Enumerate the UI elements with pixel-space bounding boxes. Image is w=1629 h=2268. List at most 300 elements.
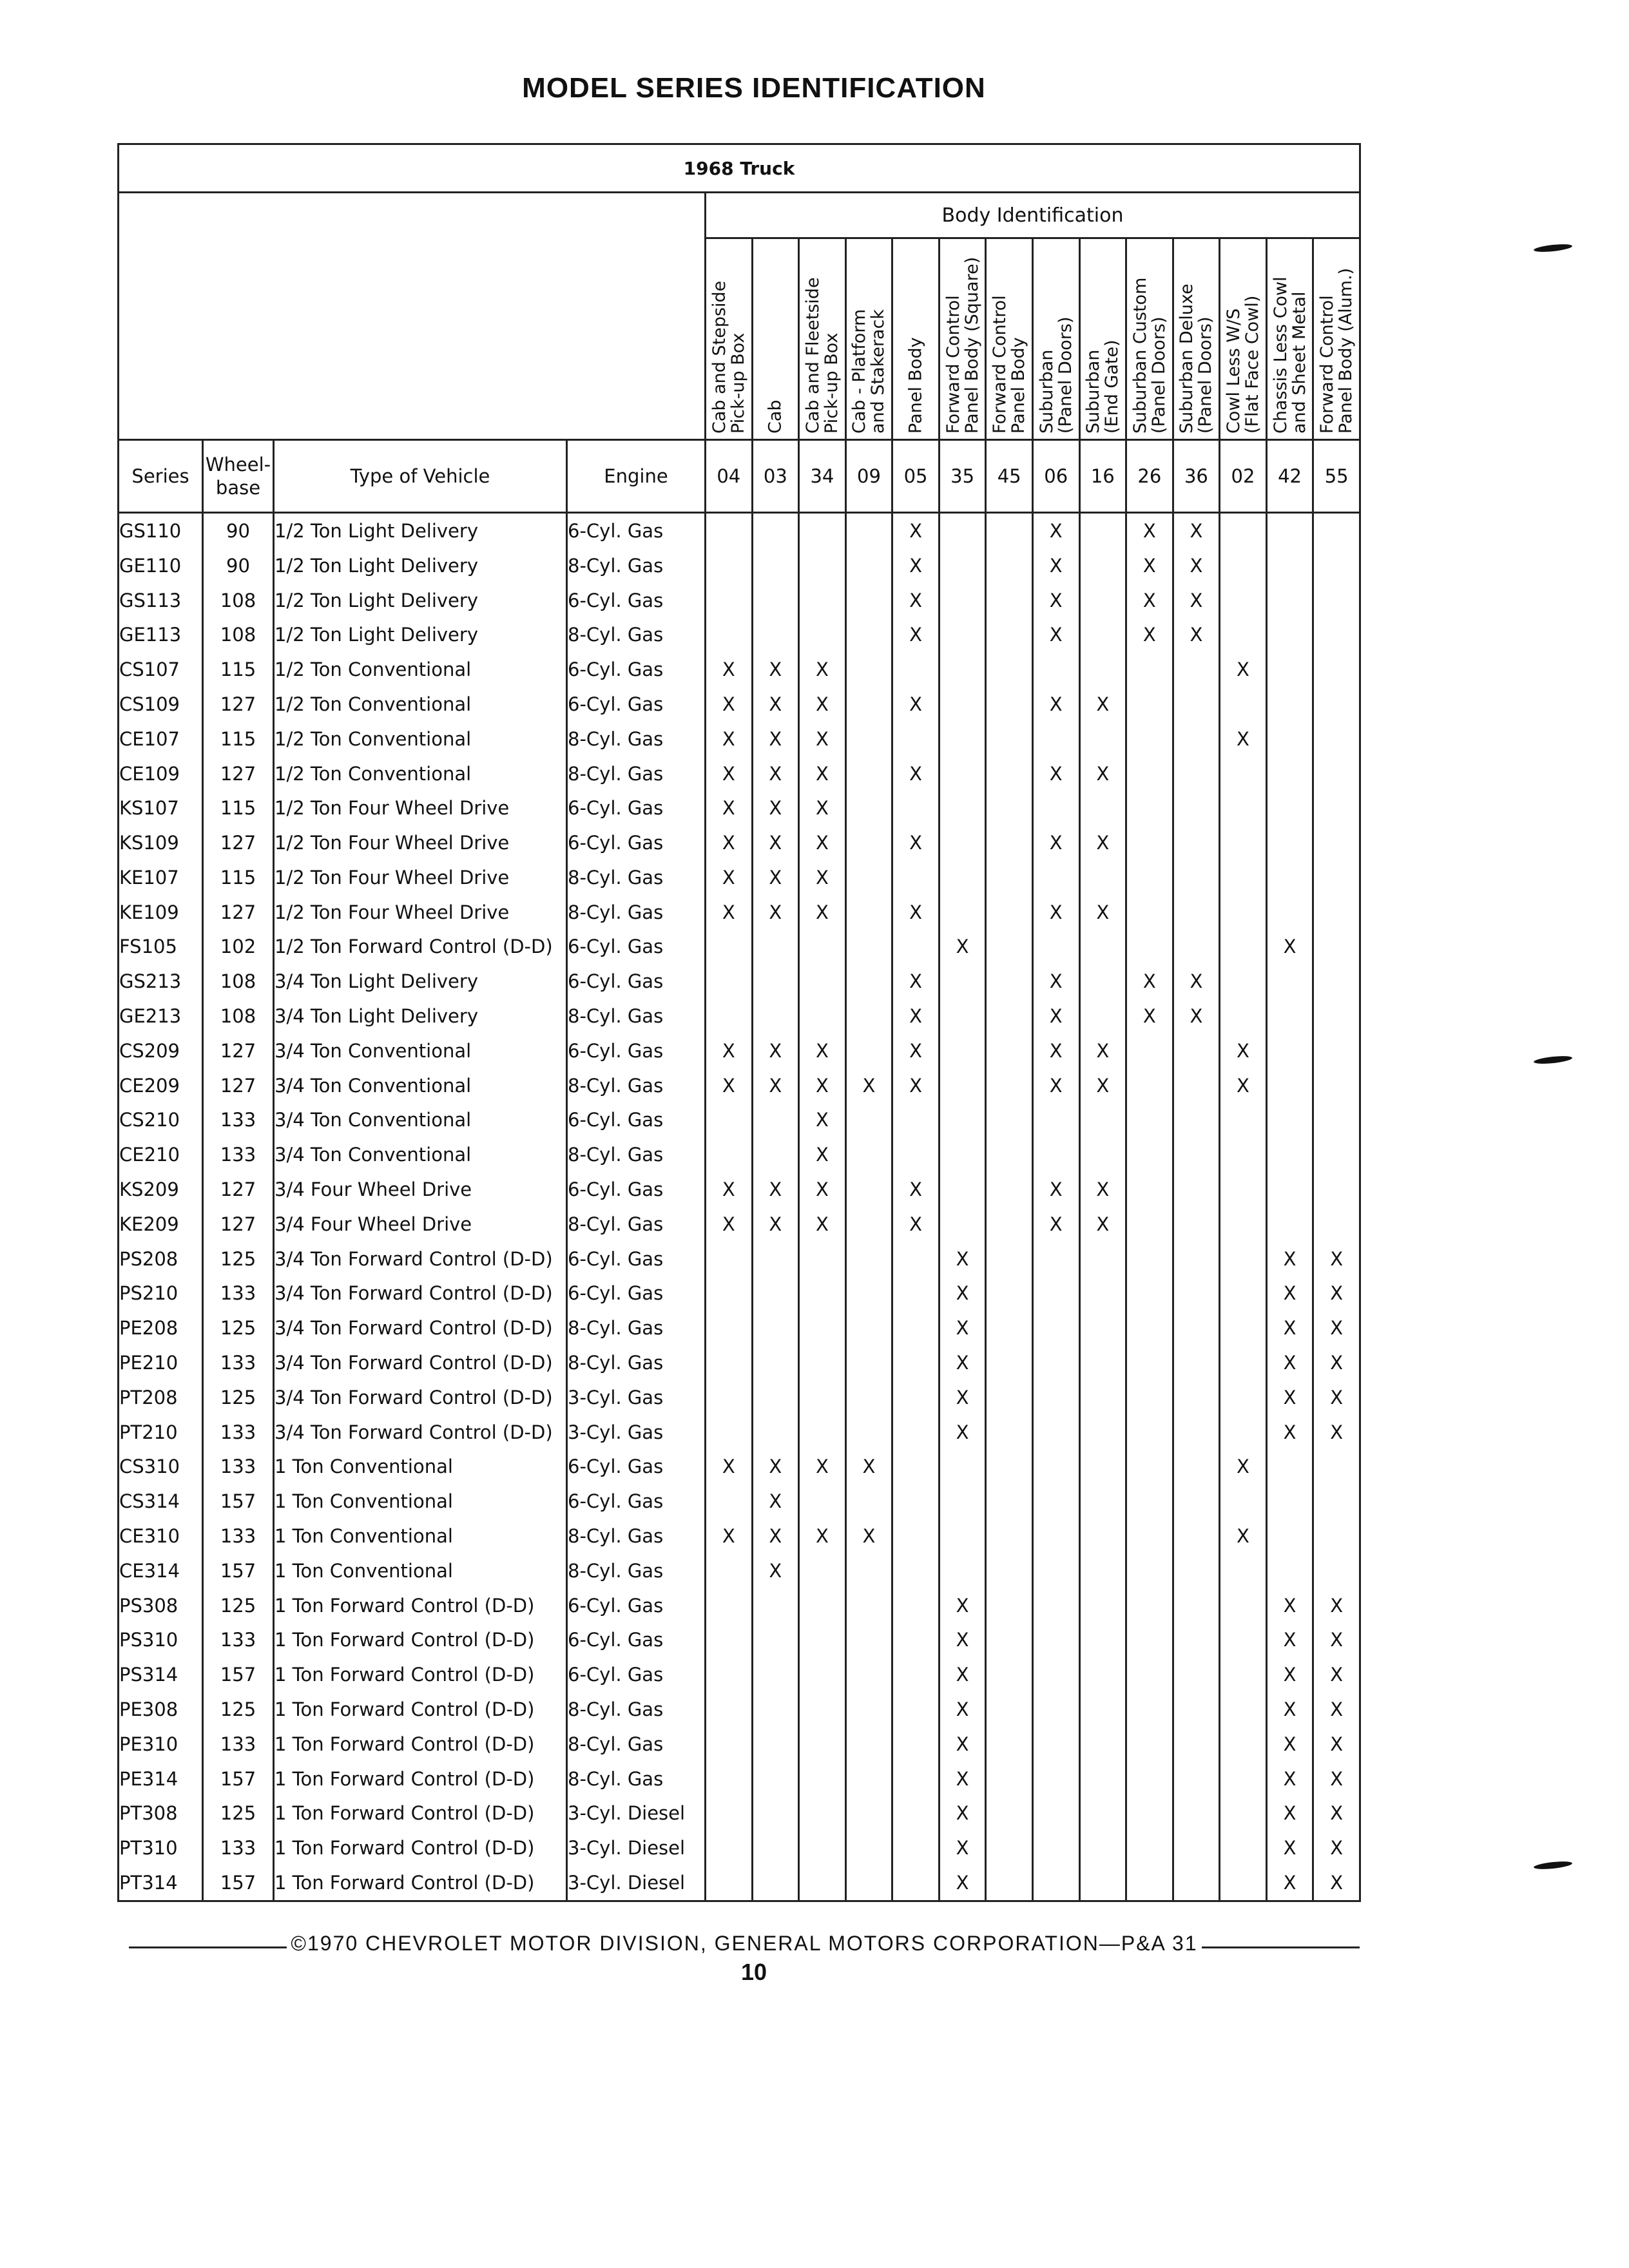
body-mark-cell: X [1126,999,1173,1033]
body-mark-cell: X [752,825,799,860]
body-code-header: 36 [1173,440,1220,513]
body-mark-cell [892,1380,940,1415]
body-mark-cell [1220,1242,1267,1276]
body-mark-cell [1220,1553,1267,1588]
body-mark-cell [1126,860,1173,895]
body-mark-cell: X [1126,548,1173,583]
body-mark-cell: X [1313,1380,1360,1415]
table-row [119,1588,1360,1623]
body-type-label: Cab - Platform and Stakerack [849,309,889,434]
body-mark-cell [706,1380,753,1415]
body-mark-cell [1220,895,1267,930]
body-mark-cell [986,1345,1033,1380]
body-mark-cell [892,1415,940,1450]
vehicle-type-cell: 1/2 Ton Light Delivery [274,617,567,652]
body-mark-cell [1313,652,1360,687]
body-mark-cell [1126,1484,1173,1519]
body-mark-cell [939,1137,986,1172]
engine-cell: 6-Cyl. Gas [567,513,706,548]
body-mark-cell [706,1242,753,1276]
wheelbase-cell: 115 [203,722,274,756]
body-mark-cell [1079,1553,1126,1588]
body-mark-cell [799,1553,846,1588]
body-mark-cell [752,1657,799,1692]
body-mark-cell: X [1032,895,1079,930]
engine-cell: 8-Cyl. Gas [567,1692,706,1727]
body-mark-cell [799,1865,846,1901]
body-mark-cell [1032,1242,1079,1276]
table-row [119,1207,1360,1242]
table-row [119,1519,1360,1553]
series-cell: PT314 [119,1865,203,1901]
body-mark-cell: X [706,1519,753,1553]
body-mark-cell [845,1762,892,1796]
wheelbase-cell: 133 [203,1831,274,1865]
body-mark-cell [752,1623,799,1658]
body-mark-cell [986,652,1033,687]
body-mark-cell: X [706,652,753,687]
body-mark-cell [1173,1103,1220,1138]
engine-cell: 8-Cyl. Gas [567,722,706,756]
wheelbase-cell: 133 [203,1137,274,1172]
body-mark-cell [1266,825,1313,860]
body-mark-cell [1126,1276,1173,1311]
body-mark-cell: X [1079,895,1126,930]
footer-rule-right [1202,1946,1360,1948]
vehicle-type-cell: 1 Ton Forward Control (D-D) [274,1831,567,1865]
body-mark-cell [1173,1727,1220,1762]
body-mark-cell: X [1313,1796,1360,1831]
body-mark-cell [845,860,892,895]
body-mark-cell [1220,1484,1267,1519]
wheelbase-cell: 133 [203,1623,274,1658]
series-cell: KE209 [119,1207,203,1242]
body-mark-cell [1313,1137,1360,1172]
body-mark-cell: X [1079,1068,1126,1103]
body-mark-cell [845,1796,892,1831]
body-mark-cell: X [939,1692,986,1727]
vehicle-type-cell: 3/4 Ton Forward Control (D-D) [274,1242,567,1276]
body-mark-cell: X [1266,1588,1313,1623]
body-mark-cell [1079,1345,1126,1380]
body-type-label-cell [1313,238,1360,440]
body-mark-cell [1079,1137,1126,1172]
body-mark-cell [1079,1415,1126,1450]
body-type-label: Forward Control Panel Body (Alum.) [1317,267,1356,434]
body-mark-cell [1126,1831,1173,1865]
body-mark-cell [986,1311,1033,1345]
body-mark-cell [939,1103,986,1138]
body-mark-cell [892,1623,940,1658]
wheelbase-cell: 108 [203,617,274,652]
body-mark-cell: X [845,1068,892,1103]
wheelbase-cell: 108 [203,583,274,618]
body-mark-cell [939,964,986,999]
body-mark-cell [706,1276,753,1311]
body-mark-cell [1126,1311,1173,1345]
body-mark-cell [1079,1865,1126,1901]
body-mark-cell [986,722,1033,756]
wheelbase-cell: 125 [203,1588,274,1623]
body-mark-cell [1173,1345,1220,1380]
body-mark-cell [845,825,892,860]
vehicle-type-cell: 3/4 Ton Conventional [274,1137,567,1172]
body-mark-cell [1032,791,1079,825]
engine-cell: 8-Cyl. Gas [567,1345,706,1380]
vehicle-type-cell: 1/2 Ton Light Delivery [274,583,567,618]
table-row [119,1484,1360,1519]
vehicle-type-cell: 3/4 Four Wheel Drive [274,1207,567,1242]
body-mark-cell: X [752,652,799,687]
body-mark-cell: X [939,1345,986,1380]
body-mark-cell [939,1553,986,1588]
body-mark-cell [1266,1068,1313,1103]
body-mark-cell [1079,1276,1126,1311]
body-mark-cell [892,1345,940,1380]
body-mark-cell [845,999,892,1033]
vehicle-type-cell: 3/4 Ton Light Delivery [274,964,567,999]
series-cell: CS209 [119,1033,203,1068]
body-mark-cell [1313,1450,1360,1485]
body-mark-cell [1126,1380,1173,1415]
vehicle-type-cell: 3/4 Ton Conventional [274,1068,567,1103]
body-mark-cell [706,1311,753,1345]
body-mark-cell [1079,999,1126,1033]
body-mark-cell [752,1242,799,1276]
body-mark-cell: X [1266,1380,1313,1415]
body-mark-cell: X [892,687,940,722]
table-body [119,513,1360,1901]
body-mark-cell [986,687,1033,722]
body-mark-cell [845,617,892,652]
vehicle-type-cell: 1/2 Ton Light Delivery [274,513,567,548]
body-mark-cell: X [939,1380,986,1415]
body-mark-cell [1313,1172,1360,1207]
vehicle-type-cell: 1 Ton Forward Control (D-D) [274,1727,567,1762]
body-mark-cell: X [1126,513,1173,548]
body-mark-cell: X [939,1415,986,1450]
body-mark-cell [1032,1450,1079,1485]
body-type-label: Suburban Deluxe (Panel Doors) [1177,284,1216,434]
body-mark-cell [986,1276,1033,1311]
body-mark-cell [1220,1796,1267,1831]
body-mark-cell [892,1311,940,1345]
body-mark-cell: X [1032,513,1079,548]
body-mark-cell: X [706,895,753,930]
body-mark-cell [1032,930,1079,965]
body-mark-cell [939,583,986,618]
body-mark-cell: X [1032,999,1079,1033]
body-mark-cell [1313,1484,1360,1519]
body-mark-cell [706,1865,753,1901]
body-mark-cell [1126,1103,1173,1138]
series-cell: CE210 [119,1137,203,1172]
body-mark-cell [1126,1588,1173,1623]
vehicle-type-cell: 1 Ton Conventional [274,1484,567,1519]
body-mark-cell [986,1137,1033,1172]
body-mark-cell [799,1276,846,1311]
body-mark-cell [799,1762,846,1796]
body-mark-cell [1220,930,1267,965]
body-mark-cell: X [1173,617,1220,652]
body-mark-cell: X [706,687,753,722]
body-mark-cell [1032,1311,1079,1345]
body-mark-cell: X [1313,1657,1360,1692]
body-mark-cell [1079,964,1126,999]
body-mark-cell [799,1831,846,1865]
body-mark-cell [986,583,1033,618]
body-mark-cell [1173,652,1220,687]
body-mark-cell [1220,1380,1267,1415]
body-mark-cell [706,513,753,548]
body-mark-cell: X [1220,1450,1267,1485]
body-mark-cell [799,1727,846,1762]
table-row [119,1450,1360,1485]
wheelbase-cell: 90 [203,513,274,548]
body-mark-cell [752,1692,799,1727]
body-mark-cell [752,1345,799,1380]
body-mark-cell [845,1345,892,1380]
column-header-row [119,440,1360,513]
body-mark-cell: X [799,825,846,860]
series-cell: PT308 [119,1796,203,1831]
wheelbase-cell: 133 [203,1276,274,1311]
body-type-label-cell [1032,238,1079,440]
wheelbase-cell: 127 [203,825,274,860]
body-mark-cell [1173,1276,1220,1311]
body-type-label: Cab and Stepside Pick-up Box [709,280,748,434]
body-mark-cell [845,1657,892,1692]
body-mark-cell: X [1173,513,1220,548]
body-type-label-cell [1173,238,1220,440]
body-mark-cell [1032,1519,1079,1553]
body-mark-cell: X [1313,1415,1360,1450]
vehicle-type-cell: 1 Ton Forward Control (D-D) [274,1623,567,1658]
body-mark-cell [986,1692,1033,1727]
body-mark-cell [892,1450,940,1485]
body-mark-cell [845,1623,892,1658]
body-mark-cell [1079,1727,1126,1762]
engine-cell: 6-Cyl. Gas [567,1242,706,1276]
body-mark-cell [1173,1484,1220,1519]
body-mark-cell [892,1519,940,1553]
body-mark-cell: X [752,791,799,825]
body-type-label-cell [892,238,940,440]
body-mark-cell: X [752,860,799,895]
body-mark-cell [986,1831,1033,1865]
body-mark-cell [1079,548,1126,583]
body-mark-cell [1173,791,1220,825]
body-mark-cell: X [706,825,753,860]
body-mark-cell [892,930,940,965]
body-mark-cell [845,1242,892,1276]
body-mark-cell [1313,791,1360,825]
wheelbase-cell: 125 [203,1796,274,1831]
body-mark-cell [752,513,799,548]
body-mark-cell [1266,895,1313,930]
body-mark-cell [1126,1727,1173,1762]
engine-cell: 8-Cyl. Gas [567,756,706,791]
body-mark-cell: X [1220,1519,1267,1553]
body-mark-cell [986,1242,1033,1276]
body-mark-cell [1313,1519,1360,1553]
engine-cell: 6-Cyl. Gas [567,687,706,722]
vehicle-type-cell: 1/2 Ton Forward Control (D-D) [274,930,567,965]
vehicle-type-cell: 1/2 Ton Four Wheel Drive [274,860,567,895]
body-mark-cell [1126,1796,1173,1831]
body-mark-cell [986,791,1033,825]
body-mark-cell: X [1220,1033,1267,1068]
series-cell: GE110 [119,548,203,583]
series-cell: CS314 [119,1484,203,1519]
body-mark-cell: X [752,1172,799,1207]
body-mark-cell: X [1079,825,1126,860]
body-mark-cell [1126,1033,1173,1068]
engine-cell: 6-Cyl. Gas [567,1450,706,1485]
body-mark-cell [1173,930,1220,965]
body-mark-cell: X [1313,1276,1360,1311]
body-mark-cell [1220,1311,1267,1345]
table-row [119,652,1360,687]
body-mark-cell [845,652,892,687]
body-mark-cell [1220,825,1267,860]
body-mark-cell: X [1032,617,1079,652]
body-mark-cell: X [1079,1033,1126,1068]
body-mark-cell [752,1865,799,1901]
body-mark-cell: X [706,1033,753,1068]
body-mark-cell [752,583,799,618]
body-mark-cell: X [939,1276,986,1311]
wheelbase-cell: 102 [203,930,274,965]
body-mark-cell [752,1380,799,1415]
body-mark-cell [845,1588,892,1623]
body-mark-cell [799,583,846,618]
body-mark-cell [1220,548,1267,583]
body-mark-cell: X [1266,1415,1313,1450]
engine-cell: 8-Cyl. Gas [567,860,706,895]
body-mark-cell: X [799,860,846,895]
body-mark-cell: X [1313,1311,1360,1345]
body-mark-cell [892,1796,940,1831]
body-mark-cell [1220,1103,1267,1138]
table-row [119,1380,1360,1415]
series-cell: CS107 [119,652,203,687]
engine-cell: 8-Cyl. Gas [567,1137,706,1172]
margin-mark [1534,243,1573,253]
body-mark-cell [1173,1519,1220,1553]
body-mark-cell [1220,964,1267,999]
body-mark-cell [845,583,892,618]
body-mark-cell [1173,1242,1220,1276]
body-mark-cell [1266,1553,1313,1588]
body-mark-cell [892,1762,940,1796]
table-row [119,791,1360,825]
body-mark-cell [892,1727,940,1762]
body-mark-cell [939,1450,986,1485]
body-mark-cell [706,1484,753,1519]
engine-cell: 6-Cyl. Gas [567,1276,706,1311]
body-mark-cell: X [799,722,846,756]
body-mark-cell [1126,1415,1173,1450]
body-mark-cell: X [892,513,940,548]
body-mark-cell [1313,513,1360,548]
series-cell: PE314 [119,1762,203,1796]
table-row [119,930,1360,965]
table-row [119,964,1360,999]
body-mark-cell: X [752,756,799,791]
body-mark-cell [752,1415,799,1450]
body-mark-cell [1032,1865,1079,1901]
series-cell: KE109 [119,895,203,930]
series-cell: PE210 [119,1345,203,1380]
body-mark-cell: X [939,1623,986,1658]
engine-header: Engine [567,440,706,513]
body-mark-cell [752,1727,799,1762]
body-mark-cell [752,1796,799,1831]
series-cell: CS210 [119,1103,203,1138]
body-type-label: Cab and Fleetside Pick-up Box [802,277,842,434]
body-mark-cell [892,1692,940,1727]
body-mark-cell [986,1033,1033,1068]
body-mark-cell: X [1079,756,1126,791]
body-mark-cell [1220,1345,1267,1380]
body-mark-cell [1079,1103,1126,1138]
table-row [119,1692,1360,1727]
series-cell: KS107 [119,791,203,825]
body-mark-cell [1266,548,1313,583]
body-mark-cell [1032,1415,1079,1450]
body-mark-cell [1173,1831,1220,1865]
body-mark-cell [1079,617,1126,652]
body-mark-cell [752,617,799,652]
body-code-header: 42 [1266,440,1313,513]
body-mark-cell [986,548,1033,583]
body-mark-cell [986,513,1033,548]
series-cell: CE109 [119,756,203,791]
body-mark-cell [1079,791,1126,825]
series-cell: PS208 [119,1242,203,1276]
body-mark-cell: X [1266,1865,1313,1901]
body-mark-cell: X [1173,583,1220,618]
body-mark-cell [939,895,986,930]
series-cell: GS213 [119,964,203,999]
body-mark-cell: X [892,756,940,791]
body-mark-cell [1126,895,1173,930]
body-mark-cell [1032,1276,1079,1311]
engine-cell: 6-Cyl. Gas [567,825,706,860]
body-mark-cell: X [752,722,799,756]
body-code-header: 35 [939,440,986,513]
margin-mark [1534,1055,1573,1065]
body-mark-cell [706,1692,753,1727]
body-mark-cell [1173,1033,1220,1068]
body-mark-cell [1032,860,1079,895]
wheelbase-cell: 133 [203,1103,274,1138]
page-number: 10 [740,1959,767,1985]
body-mark-cell: X [706,1068,753,1103]
body-mark-cell: X [1032,1207,1079,1242]
body-mark-cell [752,930,799,965]
body-mark-cell [1126,1242,1173,1276]
body-mark-cell [1126,687,1173,722]
body-mark-cell [1266,964,1313,999]
series-cell: CE310 [119,1519,203,1553]
body-mark-cell: X [1313,1831,1360,1865]
wheelbase-cell: 127 [203,687,274,722]
engine-cell: 8-Cyl. Gas [567,1068,706,1103]
body-type-label: Suburban (End Gate) [1083,340,1123,434]
body-mark-cell [845,1415,892,1450]
